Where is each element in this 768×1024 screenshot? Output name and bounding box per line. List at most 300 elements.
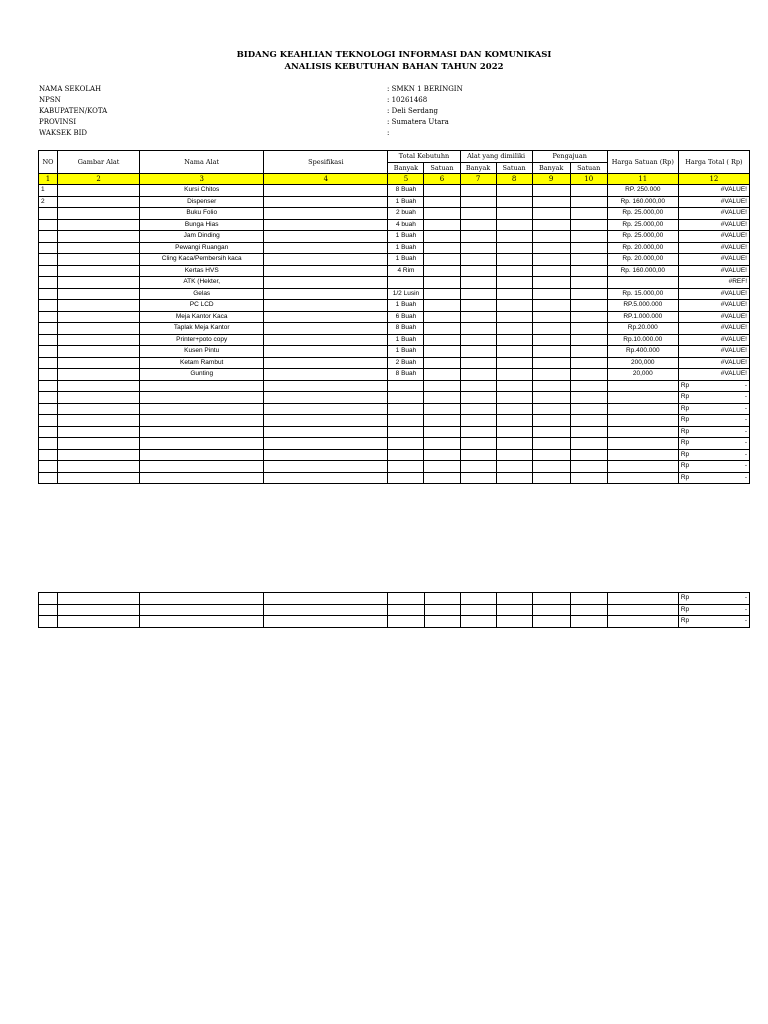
cell-empty	[58, 461, 140, 473]
cell-empty	[532, 277, 570, 289]
cell-harga-total: #VALUE!	[678, 196, 749, 208]
cell-empty	[264, 403, 388, 415]
cell-empty	[496, 265, 532, 277]
cell-empty	[532, 392, 570, 404]
cell-gambar	[58, 311, 140, 323]
cell-empty	[424, 231, 460, 243]
cell-spesifikasi	[264, 208, 388, 220]
dash-value: -	[744, 605, 747, 613]
cell-empty	[532, 311, 570, 323]
cell-spesifikasi	[264, 311, 388, 323]
cell-empty	[532, 219, 570, 231]
cell-harga-total: #VALUE!	[678, 346, 749, 358]
table-row	[39, 242, 750, 254]
cell-gambar	[58, 231, 140, 243]
cell-empty	[140, 461, 264, 473]
cell-empty	[496, 219, 532, 231]
cell-empty	[460, 449, 496, 461]
currency-label: Rp	[680, 439, 690, 447]
cell-empty	[570, 426, 607, 438]
cell-qty: 4 Rim	[388, 265, 424, 277]
cell-harga-total	[678, 449, 749, 461]
cell-qty: 1 Buah	[388, 254, 424, 266]
cell-empty	[570, 208, 607, 220]
currency-label: Rp	[680, 594, 690, 602]
cell-empty	[424, 346, 460, 358]
cell-harga-total: #VALUE!	[678, 254, 749, 266]
dash-value: -	[744, 404, 747, 412]
cell-spesifikasi	[264, 254, 388, 266]
table-row	[39, 346, 750, 358]
header-dimiliki: Alat yang dimiliki	[460, 151, 532, 163]
column-number: 11	[607, 174, 678, 185]
cell-harga-total: #VALUE!	[678, 242, 749, 254]
table-row	[39, 219, 750, 231]
cell-harga-total: #VALUE!	[678, 334, 749, 346]
cell-empty	[570, 323, 607, 335]
cell-empty	[39, 380, 58, 392]
cell-empty	[460, 392, 496, 404]
cell-empty	[460, 208, 496, 220]
cell-empty	[496, 438, 532, 450]
column-number: 12	[678, 174, 749, 185]
cell-qty: 2 buah	[388, 208, 424, 220]
table-row	[39, 311, 750, 323]
cell-empty	[570, 242, 607, 254]
cell-empty	[496, 461, 532, 473]
cell-harga-satuan: Rp.400.000	[607, 346, 678, 358]
document-title-line2: ANALISIS KEBUTUHAN BAHAN TAHUN 2022	[284, 62, 504, 72]
cell-harga-total	[678, 415, 749, 427]
empty-table-row	[39, 415, 750, 427]
cell-empty	[424, 277, 460, 289]
cell-empty	[58, 438, 140, 450]
cell-no	[39, 300, 58, 312]
cell-empty	[607, 449, 678, 461]
cell-empty	[570, 616, 607, 628]
empty-table-row	[39, 616, 750, 628]
cell-empty	[496, 616, 532, 628]
cell-empty	[607, 438, 678, 450]
info-row	[39, 107, 587, 118]
cell-nama: Dispenser	[140, 196, 264, 208]
cell-spesifikasi	[264, 357, 388, 369]
cell-gambar	[58, 300, 140, 312]
currency-value	[681, 593, 747, 603]
cell-empty	[58, 426, 140, 438]
info-label: NAMA SEKOLAH	[39, 85, 102, 93]
cell-nama: Gunting	[140, 369, 264, 381]
info-value: : SMKN 1 BERINGIN	[387, 85, 463, 93]
cell-harga-total: #VALUE!	[678, 357, 749, 369]
cell-empty	[496, 449, 532, 461]
cell-harga-total: #REF!	[678, 277, 749, 289]
cell-empty	[570, 219, 607, 231]
dash-value: -	[744, 462, 747, 470]
cell-empty	[532, 323, 570, 335]
cell-no	[39, 277, 58, 289]
dash-value: -	[744, 427, 747, 435]
cell-no	[39, 219, 58, 231]
cell-empty	[388, 449, 424, 461]
cell-empty	[460, 426, 496, 438]
cell-gambar	[58, 334, 140, 346]
dash-value: -	[744, 473, 747, 481]
cell-empty	[264, 593, 388, 605]
cell-empty	[532, 185, 570, 197]
needs-analysis-table	[38, 150, 750, 484]
cell-harga-total	[678, 593, 749, 605]
cell-empty	[570, 265, 607, 277]
cell-no	[39, 254, 58, 266]
cell-empty	[460, 311, 496, 323]
cell-empty	[570, 288, 607, 300]
cell-empty	[424, 438, 460, 450]
currency-value	[681, 438, 747, 448]
cell-empty	[388, 438, 424, 450]
info-row	[39, 129, 587, 140]
cell-harga-satuan: Rp. 15.000,00	[607, 288, 678, 300]
cell-empty	[424, 403, 460, 415]
cell-qty: 1 Buah	[388, 346, 424, 358]
dash-value: -	[744, 381, 747, 389]
cell-harga-total: #VALUE!	[678, 369, 749, 381]
cell-empty	[570, 415, 607, 427]
cell-empty	[607, 461, 678, 473]
subheader-satuan: Satuan	[570, 162, 607, 174]
cell-empty	[496, 185, 532, 197]
cell-no	[39, 208, 58, 220]
cell-spesifikasi	[264, 219, 388, 231]
info-label: WAKSEK BID	[39, 129, 88, 137]
cell-harga-total: #VALUE!	[678, 208, 749, 220]
cell-harga-satuan: Rp. 25.000,00	[607, 219, 678, 231]
cell-empty	[570, 593, 607, 605]
cell-empty	[140, 392, 264, 404]
table-row	[39, 369, 750, 381]
cell-empty	[140, 616, 264, 628]
cell-gambar	[58, 346, 140, 358]
cell-harga-total	[678, 392, 749, 404]
cell-harga-satuan: 200,000	[607, 357, 678, 369]
cell-no	[39, 242, 58, 254]
empty-table-row	[39, 449, 750, 461]
cell-empty	[39, 616, 58, 628]
cell-empty	[140, 415, 264, 427]
cell-empty	[388, 426, 424, 438]
cell-no	[39, 265, 58, 277]
cell-no: 1	[39, 185, 58, 197]
header-pengajuan: Pengajuan	[532, 151, 607, 163]
cell-harga-satuan: Rp. 160.000,00	[607, 196, 678, 208]
cell-empty	[460, 231, 496, 243]
cell-spesifikasi	[264, 300, 388, 312]
cell-spesifikasi	[264, 346, 388, 358]
column-number: 9	[532, 174, 570, 185]
cell-nama: Cling Kaca/Pembersih kaca	[140, 254, 264, 266]
cell-no	[39, 323, 58, 335]
cell-empty	[532, 242, 570, 254]
cell-empty	[570, 461, 607, 473]
cell-empty	[460, 369, 496, 381]
cell-harga-satuan: RP.1.000.000	[607, 311, 678, 323]
cell-empty	[424, 461, 460, 473]
cell-empty	[570, 311, 607, 323]
cell-empty	[532, 472, 570, 484]
cell-empty	[424, 185, 460, 197]
cell-nama: Pewangi Ruangan	[140, 242, 264, 254]
cell-empty	[607, 593, 678, 605]
cell-nama: PC LCD	[140, 300, 264, 312]
currency-label: Rp	[680, 473, 690, 481]
empty-table-row	[39, 426, 750, 438]
cell-harga-total: #VALUE!	[678, 231, 749, 243]
cell-no	[39, 346, 58, 358]
cell-empty	[39, 415, 58, 427]
cell-qty: 2 Buah	[388, 357, 424, 369]
cell-empty	[532, 403, 570, 415]
cell-harga-satuan: 20,000	[607, 369, 678, 381]
cell-empty	[424, 334, 460, 346]
cell-empty	[532, 369, 570, 381]
cell-nama: Kusen Pintu	[140, 346, 264, 358]
column-number-row	[39, 174, 750, 185]
cell-no	[39, 369, 58, 381]
cell-empty	[460, 242, 496, 254]
cell-spesifikasi	[264, 277, 388, 289]
cell-spesifikasi	[264, 231, 388, 243]
subheader-satuan: Satuan	[496, 162, 532, 174]
cell-empty	[607, 380, 678, 392]
cell-qty: 1 Buah	[388, 231, 424, 243]
currency-value	[681, 381, 747, 391]
header-nama: Nama Alat	[140, 151, 264, 174]
currency-value	[681, 415, 747, 425]
cell-empty	[424, 449, 460, 461]
cell-gambar	[58, 357, 140, 369]
table-row	[39, 231, 750, 243]
cell-empty	[39, 449, 58, 461]
column-number: 1	[39, 174, 58, 185]
header-harga-satuan: Harga Satuan (Rp)	[607, 151, 678, 174]
cell-empty	[264, 380, 388, 392]
column-number: 7	[460, 174, 496, 185]
cell-empty	[607, 604, 678, 616]
header-harga-total: Harga Total ( Rp)	[678, 151, 749, 174]
cell-nama: Jam Dinding	[140, 231, 264, 243]
cell-harga-satuan: Rp. 25.000,00	[607, 208, 678, 220]
cell-nama: Meja Kantor Kaca	[140, 311, 264, 323]
empty-table-row	[39, 392, 750, 404]
cell-empty	[460, 593, 496, 605]
column-number: 8	[496, 174, 532, 185]
cell-gambar	[58, 219, 140, 231]
table-row	[39, 357, 750, 369]
cell-empty	[496, 300, 532, 312]
cell-empty	[264, 415, 388, 427]
cell-empty	[460, 346, 496, 358]
cell-gambar	[58, 185, 140, 197]
cell-gambar	[58, 323, 140, 335]
table-row	[39, 334, 750, 346]
continuation-table	[38, 592, 750, 628]
cell-empty	[39, 392, 58, 404]
cell-empty	[460, 604, 496, 616]
cell-empty	[140, 380, 264, 392]
cell-empty	[570, 277, 607, 289]
cell-harga-total: #VALUE!	[678, 311, 749, 323]
cell-empty	[460, 461, 496, 473]
cell-harga-total: #VALUE!	[678, 219, 749, 231]
empty-table-row	[39, 403, 750, 415]
cell-empty	[424, 426, 460, 438]
cell-empty	[424, 415, 460, 427]
cell-harga-satuan: Rp. 25.000,00	[607, 231, 678, 243]
cell-empty	[496, 196, 532, 208]
header-total: Total Kebutuhn	[388, 151, 460, 163]
cell-empty	[58, 380, 140, 392]
cell-empty	[570, 300, 607, 312]
cell-empty	[424, 392, 460, 404]
cell-spesifikasi	[264, 334, 388, 346]
cell-empty	[570, 357, 607, 369]
cell-empty	[496, 357, 532, 369]
cell-empty	[532, 616, 570, 628]
cell-empty	[39, 403, 58, 415]
currency-value	[681, 450, 747, 460]
cell-harga-total: #VALUE!	[678, 185, 749, 197]
cell-harga-satuan: Rp.10.000.00	[607, 334, 678, 346]
currency-label: Rp	[680, 462, 690, 470]
column-number: 4	[264, 174, 388, 185]
cell-empty	[39, 461, 58, 473]
cell-empty	[460, 288, 496, 300]
currency-label: Rp	[680, 416, 690, 424]
cell-harga-total	[678, 616, 749, 628]
cell-empty	[39, 426, 58, 438]
currency-label: Rp	[680, 617, 690, 625]
table-row	[39, 323, 750, 335]
cell-empty	[58, 403, 140, 415]
column-number: 6	[424, 174, 460, 185]
empty-table-row	[39, 380, 750, 392]
cell-harga-total: #VALUE!	[678, 300, 749, 312]
cell-harga-total: #VALUE!	[678, 288, 749, 300]
cell-spesifikasi	[264, 369, 388, 381]
cell-empty	[496, 277, 532, 289]
cell-empty	[607, 472, 678, 484]
cell-qty: 8 Buah	[388, 185, 424, 197]
cell-empty	[140, 449, 264, 461]
cell-nama: Gelas	[140, 288, 264, 300]
cell-empty	[532, 415, 570, 427]
table-header-row	[39, 151, 750, 163]
cell-empty	[58, 415, 140, 427]
table-row	[39, 300, 750, 312]
cell-harga-satuan	[607, 277, 678, 289]
cell-qty: 1 Buah	[388, 300, 424, 312]
cell-empty	[460, 219, 496, 231]
cell-empty	[460, 380, 496, 392]
dash-value: -	[744, 594, 747, 602]
currency-value	[681, 605, 747, 615]
cell-empty	[570, 604, 607, 616]
cell-empty	[424, 380, 460, 392]
cell-gambar	[58, 369, 140, 381]
cell-empty	[570, 254, 607, 266]
cell-empty	[424, 242, 460, 254]
cell-empty	[570, 438, 607, 450]
cell-spesifikasi	[264, 265, 388, 277]
cell-empty	[532, 346, 570, 358]
cell-qty: 4 buah	[388, 219, 424, 231]
column-number: 5	[388, 174, 424, 185]
cell-empty	[607, 426, 678, 438]
cell-gambar	[58, 254, 140, 266]
table-row	[39, 185, 750, 197]
cell-empty	[424, 604, 460, 616]
subheader-banyak: Banyak	[532, 162, 570, 174]
cell-gambar	[58, 196, 140, 208]
cell-empty	[388, 392, 424, 404]
cell-empty	[264, 438, 388, 450]
cell-empty	[140, 403, 264, 415]
cell-qty: 8 Buah	[388, 323, 424, 335]
cell-no	[39, 311, 58, 323]
cell-empty	[532, 604, 570, 616]
cell-empty	[496, 604, 532, 616]
cell-empty	[388, 616, 424, 628]
cell-gambar	[58, 208, 140, 220]
cell-empty	[532, 593, 570, 605]
cell-spesifikasi	[264, 323, 388, 335]
cell-empty	[140, 426, 264, 438]
header-no: NO	[39, 151, 58, 174]
cell-empty	[496, 231, 532, 243]
cell-empty	[424, 254, 460, 266]
cell-empty	[58, 449, 140, 461]
currency-label: Rp	[680, 605, 690, 613]
cell-empty	[460, 265, 496, 277]
cell-harga-satuan: Rp.20.000	[607, 323, 678, 335]
cell-empty	[58, 616, 140, 628]
cell-empty	[460, 616, 496, 628]
cell-spesifikasi	[264, 288, 388, 300]
cell-no	[39, 357, 58, 369]
cell-spesifikasi	[264, 242, 388, 254]
cell-qty: 6 Buah	[388, 311, 424, 323]
currency-value	[681, 461, 747, 471]
cell-nama: ATK (Hekter,	[140, 277, 264, 289]
cell-empty	[424, 219, 460, 231]
cell-nama: Ketam Rambut	[140, 357, 264, 369]
cell-no	[39, 288, 58, 300]
cell-empty	[570, 346, 607, 358]
cell-empty	[424, 311, 460, 323]
cell-no: 2	[39, 196, 58, 208]
cell-empty	[607, 392, 678, 404]
cell-empty	[424, 357, 460, 369]
currency-value	[681, 392, 747, 402]
cell-empty	[140, 438, 264, 450]
cell-empty	[424, 593, 460, 605]
cell-empty	[607, 403, 678, 415]
cell-empty	[496, 593, 532, 605]
cell-empty	[424, 369, 460, 381]
cell-empty	[532, 461, 570, 473]
currency-value	[681, 473, 747, 483]
header-spesifikasi: Spesifikasi	[264, 151, 388, 174]
